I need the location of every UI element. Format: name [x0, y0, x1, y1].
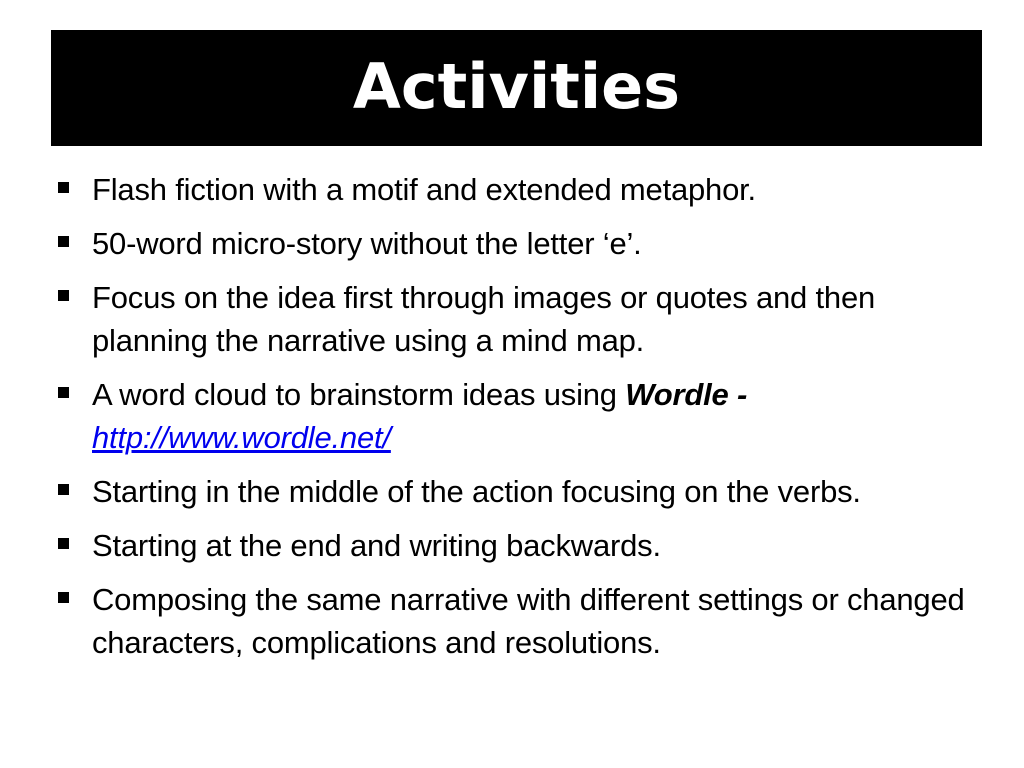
- list-item-text: Starting at the end and writing backwards.: [92, 528, 661, 563]
- wordle-link[interactable]: http://www.wordle.net/: [92, 420, 391, 455]
- list-item-text: Starting in the middle of the action focusing on the verbs.: [92, 474, 861, 509]
- list-item: [56, 222, 986, 265]
- square-bullet-icon: [58, 484, 69, 495]
- list-item: [56, 524, 986, 567]
- square-bullet-icon: [58, 236, 69, 247]
- list-item: [56, 578, 986, 664]
- list-item-text: Composing the same narrative with different settings or changed characters, complications and resolutions.: [92, 582, 965, 660]
- list-item: [56, 276, 986, 362]
- bullet-list: [56, 168, 986, 675]
- square-bullet-icon: [58, 592, 69, 603]
- square-bullet-icon: [58, 290, 69, 301]
- list-item: [56, 373, 986, 459]
- wordle-emphasis: Wordle -: [625, 377, 748, 412]
- list-item-text: Focus on the idea first through images or quotes and then planning the narrative using a mind map.: [92, 280, 876, 358]
- list-item-text: Flash fiction with a motif and extended metaphor.: [92, 172, 756, 207]
- square-bullet-icon: [58, 387, 69, 398]
- square-bullet-icon: [58, 182, 69, 193]
- square-bullet-icon: [58, 538, 69, 549]
- list-item-text: 50-word micro-story without the letter ‘e’.: [92, 226, 642, 261]
- title-bar: [51, 30, 982, 146]
- list-item: [56, 168, 986, 211]
- slide-title: Activities: [352, 50, 681, 123]
- list-item: [56, 470, 986, 513]
- list-item-text: A word cloud to brainstorm ideas using: [92, 377, 626, 412]
